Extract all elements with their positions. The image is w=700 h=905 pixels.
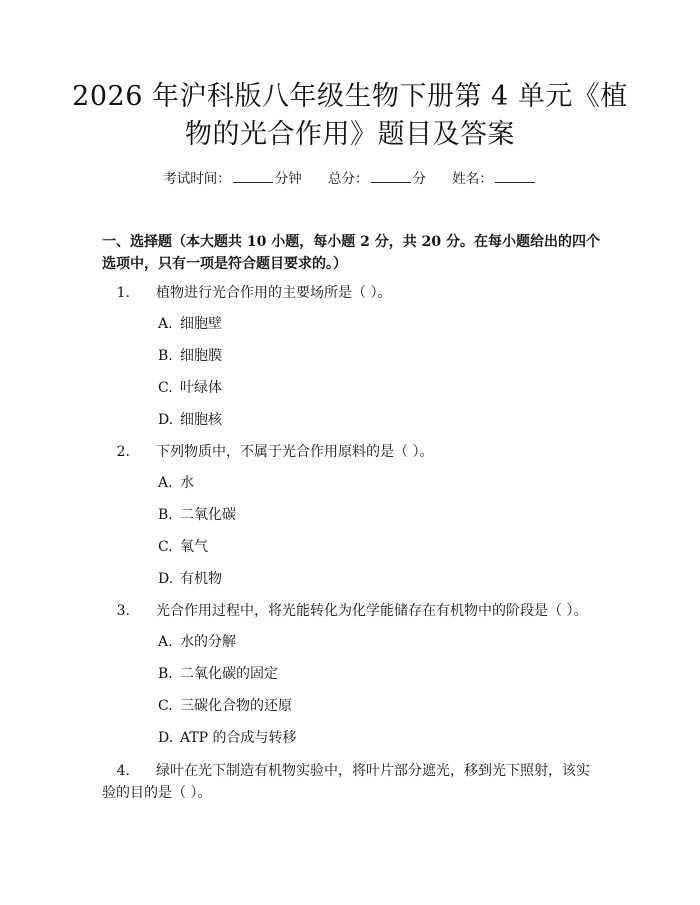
exam-name bbox=[452, 171, 537, 187]
question-text: 植物进行光合作用的主要场所是（ ）。 bbox=[156, 285, 392, 301]
option-label: B. bbox=[158, 348, 173, 364]
option-label: D. bbox=[158, 412, 174, 428]
name-label: 姓名： bbox=[452, 171, 493, 187]
option-label: B. bbox=[158, 507, 173, 523]
option-label: B. bbox=[158, 666, 173, 682]
title-line-2: 物的光合作用》题目及答案 bbox=[185, 119, 515, 150]
time-blank bbox=[233, 168, 273, 183]
exam-time bbox=[163, 171, 302, 187]
question-1 bbox=[102, 282, 602, 304]
title-line-1: 2026 年沪科版八年级生物下册第 4 单元《植 bbox=[72, 81, 628, 112]
option-text: 细胞膜 bbox=[180, 348, 222, 364]
question-4 bbox=[102, 760, 602, 804]
option-text: 叶绿体 bbox=[180, 380, 222, 396]
option-text: ATP 的合成与转移 bbox=[180, 730, 297, 746]
question-number: 2. bbox=[116, 444, 130, 460]
q3-option-b bbox=[158, 664, 278, 684]
page-title bbox=[60, 78, 640, 154]
option-label: C. bbox=[158, 539, 173, 555]
option-label: C. bbox=[158, 380, 173, 396]
q1-option-b bbox=[158, 346, 222, 366]
option-label: D. bbox=[158, 730, 174, 746]
option-text: 二氧化碳 bbox=[180, 507, 236, 523]
question-text: 绿叶在光下制造有机物实验中，将叶片部分遮光，移到光下照射，该实验的目的是（ ）。 bbox=[102, 763, 590, 801]
question-number: 1. bbox=[116, 285, 130, 301]
score-label: 总分： bbox=[328, 171, 369, 187]
section-title: 一、选择题（本大题共 10 小题，每小题 2 分，共 20 分。在每小题给出的四个选项中，只有一项是符合题目要求的。） bbox=[102, 234, 600, 272]
score-unit: 分 bbox=[412, 171, 426, 187]
exam-score bbox=[328, 171, 426, 187]
q1-option-a bbox=[158, 314, 222, 334]
q2-option-d bbox=[158, 569, 222, 589]
option-text: 细胞核 bbox=[180, 412, 222, 428]
option-text: 水的分解 bbox=[180, 634, 236, 650]
q2-option-c bbox=[158, 537, 208, 557]
exam-meta bbox=[0, 168, 700, 189]
question-number: 3. bbox=[116, 603, 130, 619]
time-label: 考试时间： bbox=[163, 171, 231, 187]
score-blank bbox=[371, 168, 411, 183]
question-text: 下列物质中，不属于光合作用原料的是（ ）。 bbox=[156, 444, 434, 460]
q3-option-a bbox=[158, 632, 236, 652]
option-text: 水 bbox=[180, 475, 194, 491]
question-3 bbox=[102, 600, 602, 622]
option-text: 二氧化碳的固定 bbox=[180, 666, 278, 682]
name-blank bbox=[495, 168, 535, 183]
option-text: 氧气 bbox=[180, 539, 208, 555]
option-text: 三碳化合物的还原 bbox=[180, 698, 292, 714]
option-label: A. bbox=[158, 316, 173, 332]
q3-option-d bbox=[158, 728, 297, 748]
option-label: A. bbox=[158, 475, 173, 491]
q1-option-c bbox=[158, 378, 222, 398]
question-text: 光合作用过程中，将光能转化为化学能储存在有机物中的阶段是（ ）。 bbox=[156, 603, 588, 619]
time-unit: 分钟 bbox=[274, 171, 302, 187]
q3-option-c bbox=[158, 696, 292, 716]
option-label: A. bbox=[158, 634, 173, 650]
option-text: 有机物 bbox=[180, 571, 222, 587]
q1-option-d bbox=[158, 410, 222, 430]
q2-option-b bbox=[158, 505, 236, 525]
question-number: 4. bbox=[116, 763, 130, 779]
option-label: C. bbox=[158, 698, 173, 714]
question-2 bbox=[102, 441, 602, 463]
q2-option-a bbox=[158, 473, 194, 493]
option-label: D. bbox=[158, 571, 174, 587]
option-text: 细胞壁 bbox=[180, 316, 222, 332]
